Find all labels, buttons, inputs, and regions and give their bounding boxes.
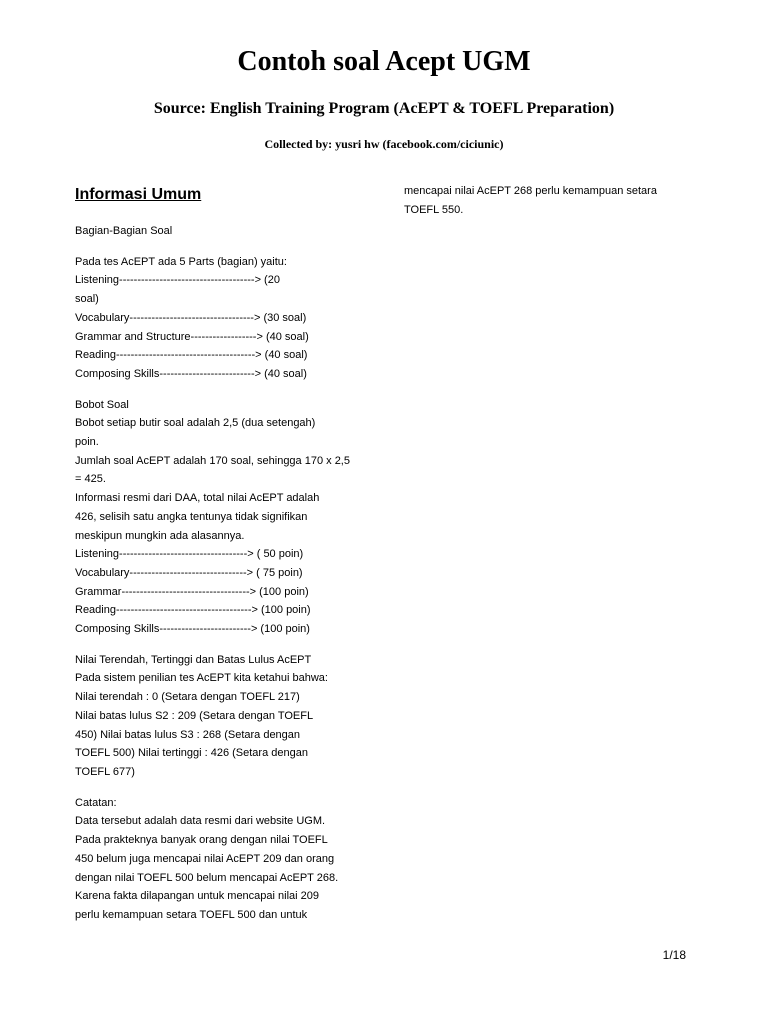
nilai-line: Pada sistem penilian tes AcEPT kita ketahui bahwa: xyxy=(75,672,328,685)
bobot-line: 426, selisih satu angka tentunya tidak signifikan xyxy=(75,510,308,523)
bobot-line: meskipun mungkin ada alasannya. xyxy=(75,529,245,542)
part-line: Reading--------------------------------------> (40 soal) xyxy=(75,349,308,362)
continued-line: mencapai nilai AcEPT 268 perlu kemampuan setara xyxy=(404,185,657,197)
point-line: Vocabulary--------------------------------> ( 75 poin) xyxy=(75,566,303,579)
right-column xyxy=(404,182,704,219)
catatan-line: Data tersebut adalah data resmi dari website UGM. xyxy=(75,815,326,828)
nilai-title: Nilai Terendah, Tertinggi dan Batas Lulus AcEPT xyxy=(75,653,312,666)
bobot-title: Bobot Soal xyxy=(75,398,129,411)
document-title: Contoh soal Acept UGM xyxy=(237,46,531,77)
nilai-line: TOEFL 677) xyxy=(75,765,135,778)
bobot-line: Informasi resmi dari DAA, total nilai AcEPT adalah xyxy=(75,492,320,505)
nilai-justified-line: Nilai batas lulus S2 : 209 (Setara dengan TOEFL xyxy=(75,709,314,722)
point-line: Composing Skills-------------------------> (100 poin) xyxy=(75,623,310,636)
part-line: soal) xyxy=(75,293,99,306)
parts-intro: Pada tes AcEPT ada 5 Parts (bagian) yaitu: xyxy=(75,255,287,268)
section-heading: Informasi Umum xyxy=(75,186,202,203)
spacer xyxy=(75,384,349,396)
nilai-justified-line: 450) Nilai batas lulus S3 : 268 (Setara dengan xyxy=(75,728,301,741)
bobot-line: poin. xyxy=(75,436,99,449)
left-column xyxy=(75,222,349,925)
bobot-line: = 425. xyxy=(75,473,106,486)
bagian-title: Bagian-Bagian Soal xyxy=(75,225,173,237)
spacer xyxy=(75,639,349,651)
catatan-line: Karena fakta dilapangan untuk mencapai nilai 209 xyxy=(75,890,320,903)
part-line: Composing Skills--------------------------> (40 soal) xyxy=(75,367,307,380)
point-line: Listening-----------------------------------> ( 50 poin) xyxy=(75,548,304,561)
page-number: 1/18 xyxy=(662,948,686,962)
catatan-title: Catatan: xyxy=(75,796,117,809)
bobot-line: Bobot setiap butir soal adalah 2,5 (dua setengah) xyxy=(75,417,316,430)
catatan-line: dengan nilai TOEFL 500 belum mencapai AcEPT 268. xyxy=(75,871,339,884)
collected-by: Collected by: yusri hw (facebook.com/ciciunic) xyxy=(264,137,504,151)
part-line: Listening-------------------------------------> (20 xyxy=(75,274,280,287)
catatan-line: Pada prakteknya banyak orang dengan nilai TOEFL xyxy=(75,834,328,847)
document-source: Source: English Training Program (AcEPT & TOEFL Preparation) xyxy=(153,100,615,117)
catatan-line: 450 belum juga mencapai nilai AcEPT 209 dan orang xyxy=(75,852,335,865)
catatan-line: perlu kemampuan setara TOEFL 500 dan untuk xyxy=(75,908,308,921)
part-line: Vocabulary----------------------------------> (30 soal) xyxy=(75,311,307,324)
point-line: Grammar-----------------------------------> (100 poin) xyxy=(75,585,309,598)
spacer xyxy=(75,241,349,253)
spacer xyxy=(75,782,349,794)
continued-line: TOEFL 550. xyxy=(404,203,464,216)
bobot-line: Jumlah soal AcEPT adalah 170 soal, sehingga 170 x 2,5 xyxy=(75,454,350,467)
part-line: Grammar and Structure------------------> (40 soal) xyxy=(75,330,309,343)
point-line: Reading-------------------------------------> (100 poin) xyxy=(75,604,311,617)
nilai-line: Nilai terendah : 0 (Setara dengan TOEFL 217) xyxy=(75,691,300,704)
nilai-justified-line: TOEFL 500) Nilai tertinggi : 426 (Setara dengan xyxy=(75,747,308,760)
